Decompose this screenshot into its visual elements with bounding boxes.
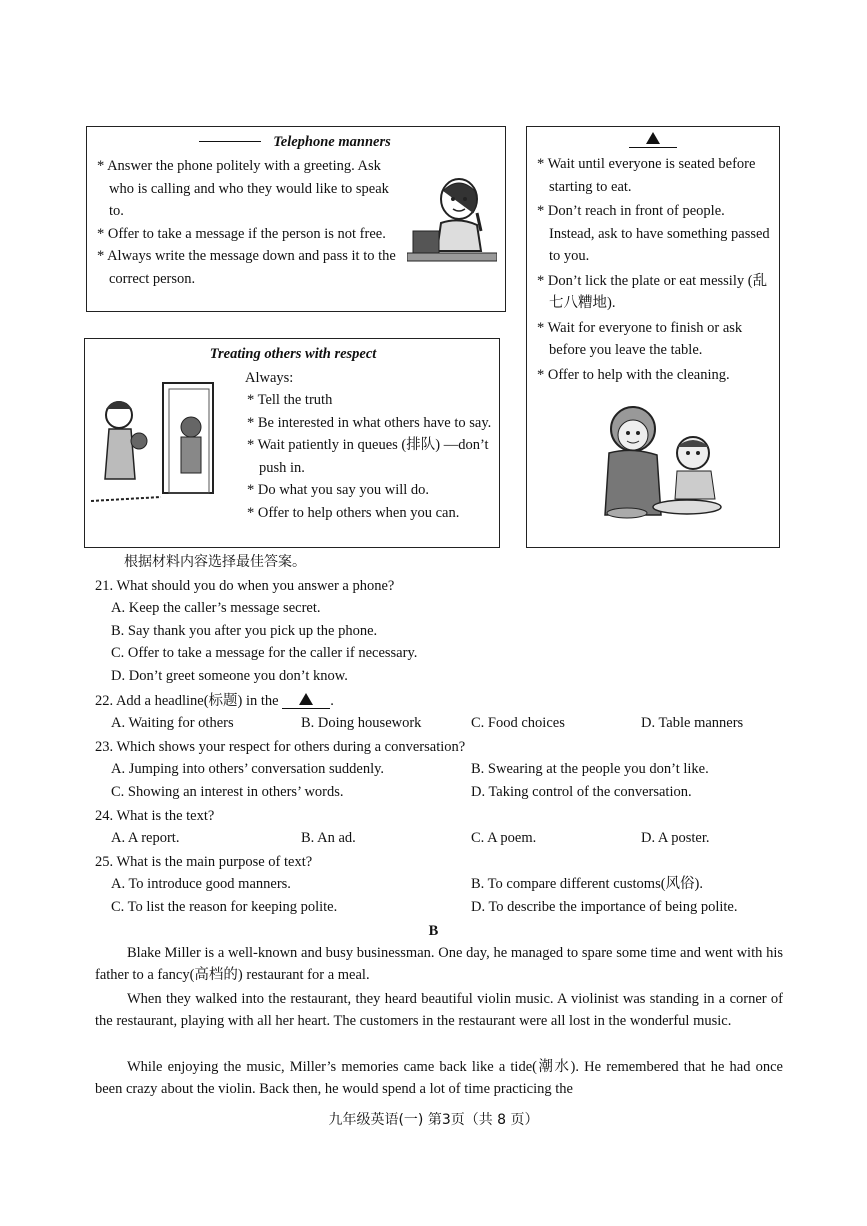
option-row [95, 781, 777, 803]
option: B. Doing housework [301, 715, 422, 732]
box3-item: * Wait until everyone is seated before starting to eat. [535, 153, 771, 198]
section-b-paragraph: While enjoying the music, Miller’s memories came back like a tide(潮水). He remembered that he had once been crazy about the violin. Back then, he would spend a lot of time practicing the [95, 1059, 783, 1098]
box2-title: Treating others with respect [209, 346, 377, 362]
option-row [95, 712, 777, 734]
mother-and-child-eating-illustration [591, 395, 731, 530]
option-row [95, 896, 787, 918]
question-stem: 24. What is the text? [95, 808, 215, 824]
box2-item: * Offer to help others when you can. [245, 502, 495, 524]
question-stem: 23. Which shows your respect for others during a conversation? [95, 739, 466, 755]
question-21 [95, 575, 777, 687]
section-b-paragraph: When they walked into the restaurant, they heard beautiful violin music. A violinist was standing in a corner of the restaurant, playing with all her heart. The customers in the restaurant were all lost in the wonderful music. [95, 991, 783, 1030]
box1-item: * Offer to take a message if the person is not free. [95, 223, 400, 245]
box3-item: * Don’t lick the plate or eat messily (乱七八糟地). [535, 270, 771, 315]
option: D. Taking control of the conversation. [471, 783, 692, 800]
option: D. Table manners [641, 715, 744, 732]
option: B. Swearing at the people you don’t like. [471, 761, 709, 778]
instruction: 根据材料内容选择最佳答案。 [124, 554, 306, 570]
option: A. Jumping into others’ conversation suddenly. [111, 761, 385, 778]
box2-item: * Be interested in what others have to say. [245, 412, 495, 434]
box3-item: * Don’t reach in front of people. Instead, ask to have something passed to you. [535, 200, 771, 267]
respect-box [84, 338, 500, 548]
box3-item: * Offer to help with the cleaning. [535, 364, 771, 386]
option: C. To list the reason for keeping polite. [111, 898, 338, 915]
box1-item: * Answer the phone politely with a greeting. Ask who is calling and who they would like to speak to. [95, 155, 400, 222]
box2-lead: Always: [245, 370, 294, 386]
people-at-door-illustration [91, 379, 231, 509]
option: C. Food choices [471, 715, 565, 732]
option: D. Don’t greet someone you don’t know. [111, 667, 348, 684]
question-stem [95, 690, 777, 712]
option: B. Say thank you after you pick up the phone. [111, 622, 378, 639]
option-row [95, 873, 787, 895]
option: A. Waiting for others [111, 715, 234, 732]
option: C. Offer to take a message for the caller if necessary. [111, 645, 418, 662]
option: A. A report. [111, 830, 180, 847]
section-b-paragraph: Blake Miller is a well-known and busy businessman. One day, he managed to spare some time and went with his father to a fancy(高档的) restaurant for a meal. [95, 945, 783, 984]
triangle-icon [299, 693, 313, 705]
question-stem-end: . [330, 693, 334, 709]
option: B. An ad. [301, 830, 356, 847]
box3-title-blank [535, 129, 771, 151]
option: A. To introduce good manners. [111, 876, 291, 893]
section-b-heading: B [428, 923, 439, 939]
box2-list [245, 367, 495, 524]
box2-item: * Do what you say you will do. [245, 479, 495, 501]
question-25 [95, 851, 787, 918]
answer-blank [282, 693, 330, 709]
option-row [95, 827, 777, 849]
box1-title [95, 131, 495, 153]
question-stem: 21. What should you do when you answer a phone? [95, 578, 395, 594]
option: A. Keep the caller’s message secret. [111, 600, 321, 617]
option: C. A poem. [471, 830, 537, 847]
question-stem-text: 22. Add a headline(标题) in the [95, 693, 279, 709]
option: D. A poster. [641, 830, 710, 847]
box3-blank-line [629, 132, 677, 148]
box1-item: * Always write the message down and pass it to the correct person. [95, 245, 400, 290]
option: C. Showing an interest in others’ words. [111, 783, 344, 800]
question-stem: 25. What is the main purpose of text? [95, 854, 313, 870]
option: B. To compare different customs(风俗). [471, 876, 704, 893]
box1-list [95, 155, 400, 290]
box2-item: * Tell the truth [245, 389, 495, 411]
box1-title-blank [199, 141, 261, 142]
triangle-icon [646, 132, 660, 144]
box3-item: * Wait for everyone to finish or ask before you leave the table. [535, 317, 771, 362]
table-manners-box [526, 126, 780, 548]
question-23 [95, 736, 777, 803]
box1-title-text: Telephone manners [273, 134, 391, 150]
woman-on-phone-illustration [407, 173, 497, 273]
question-24 [95, 805, 777, 850]
option-row [95, 758, 777, 780]
page-footer: 九年级英语(一) 第3页（共 8 页） [328, 1112, 539, 1128]
box2-item: * Wait patiently in queues (排队) —don’t push in. [245, 434, 495, 479]
option: D. To describe the importance of being polite. [471, 898, 738, 915]
telephone-manners-box [86, 126, 506, 312]
question-22 [95, 690, 777, 735]
